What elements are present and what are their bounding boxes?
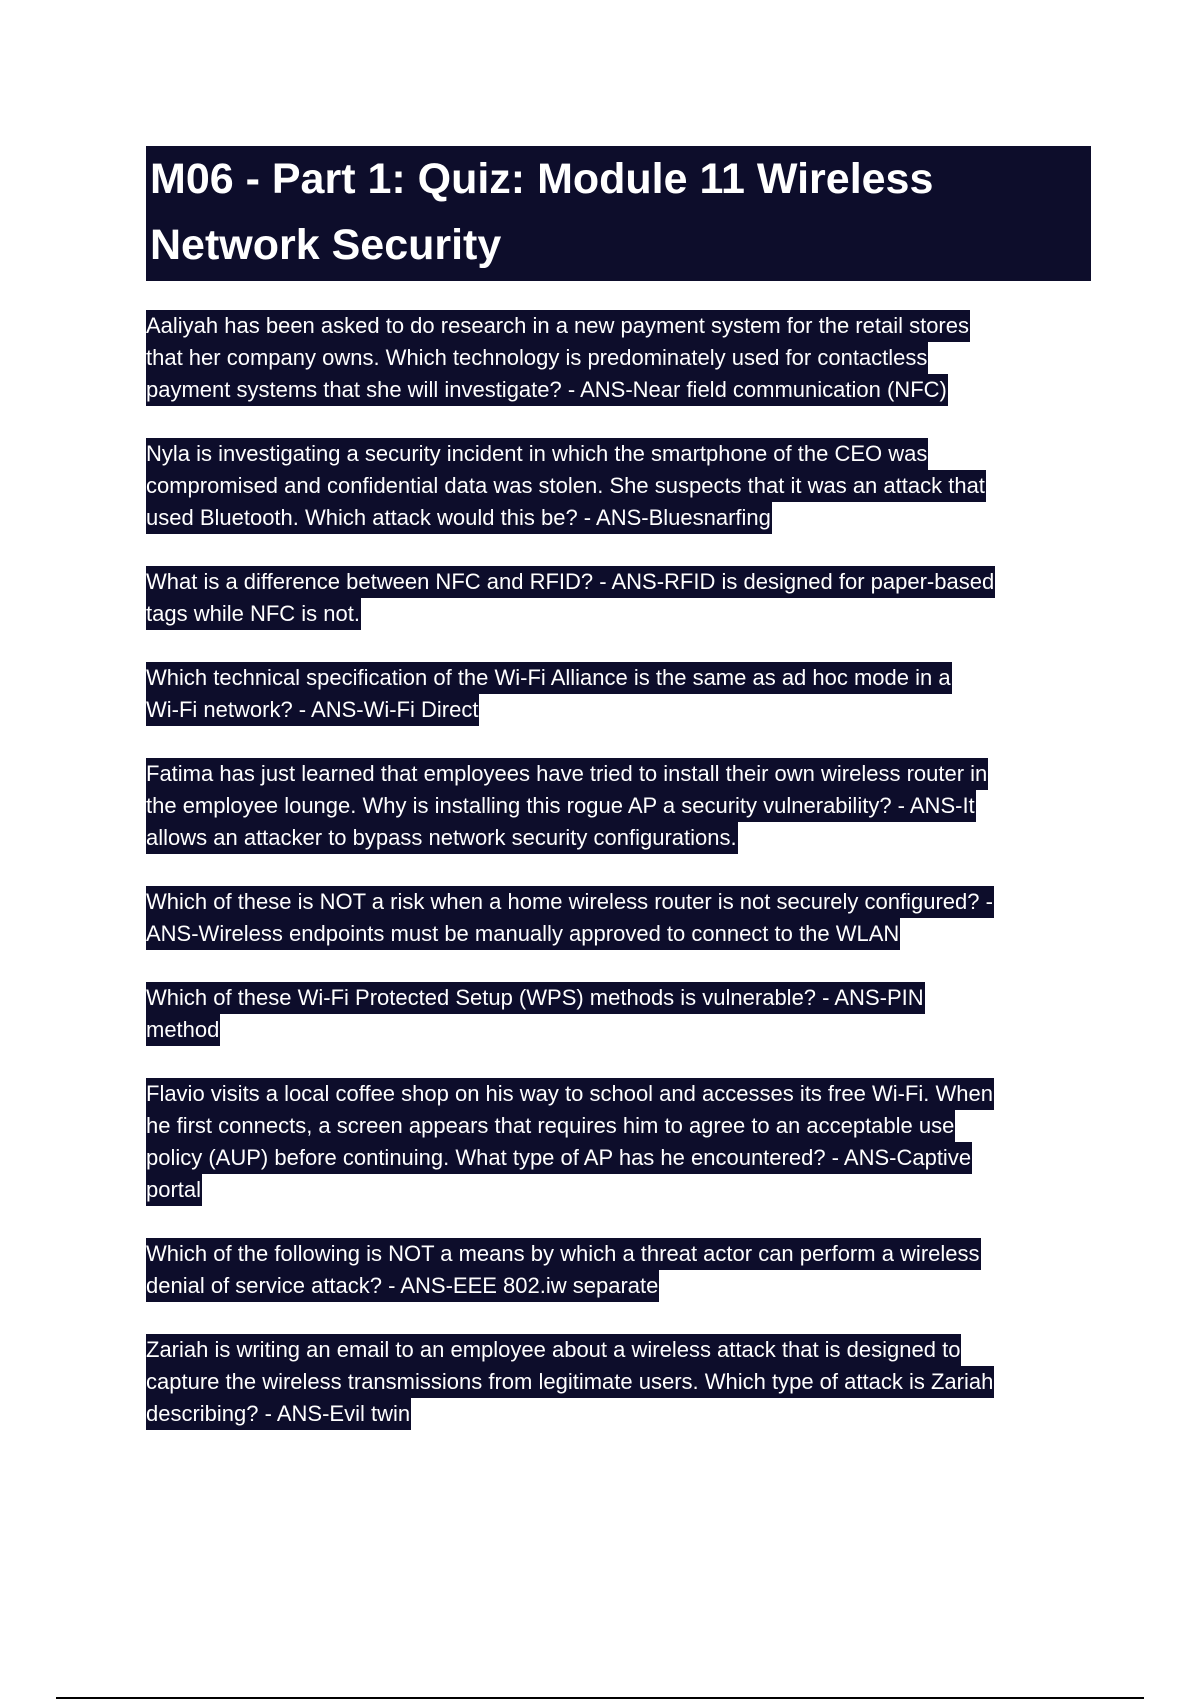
qa-item [146, 758, 1091, 854]
qa-item [146, 1238, 1091, 1302]
qa-line: payment systems that she will investigate? - ANS-Near field communication (NFC) [146, 374, 948, 406]
qa-line: policy (AUP) before continuing. What type of AP has he encountered? - ANS-Captive [146, 1142, 972, 1174]
qa-list [146, 310, 1091, 1462]
qa-item [146, 982, 1091, 1046]
qa-line: Which of the following is NOT a means by which a threat actor can perform a wireless [146, 1238, 981, 1270]
qa-line: Fatima has just learned that employees have tried to install their own wireless router in [146, 758, 988, 790]
qa-line: he first connects, a screen appears that requires him to agree to an acceptable use [146, 1110, 955, 1142]
qa-line: Aaliyah has been asked to do research in a new payment system for the retail stores [146, 310, 970, 342]
qa-line: Wi-Fi network? - ANS-Wi-Fi Direct [146, 694, 479, 726]
qa-item [146, 1334, 1091, 1430]
qa-item [146, 566, 1091, 630]
qa-line: portal [146, 1174, 202, 1206]
qa-item [146, 310, 1091, 406]
qa-line: denial of service attack? - ANS-EEE 802.iw separate [146, 1270, 659, 1302]
qa-line: method [146, 1014, 220, 1046]
title-line: Network Security [150, 221, 502, 269]
qa-line: compromised and confidential data was stolen. She suspects that it was an attack that [146, 470, 986, 502]
qa-line: Which of these is NOT a risk when a home wireless router is not securely configured? - [146, 886, 994, 918]
qa-line: What is a difference between NFC and RFID? - ANS-RFID is designed for paper-based [146, 566, 995, 598]
document-title [146, 146, 1091, 281]
qa-line: Nyla is investigating a security incident in which the smartphone of the CEO was [146, 438, 928, 470]
title-line: M06 - Part 1: Quiz: Module 11 Wireless [150, 155, 934, 203]
qa-item [146, 886, 1091, 950]
qa-line: that her company owns. Which technology is predominately used for contactless [146, 342, 928, 374]
qa-item [146, 662, 1091, 726]
qa-line: Zariah is writing an email to an employee about a wireless attack that is designed to [146, 1334, 961, 1366]
qa-line: Which technical specification of the Wi-Fi Alliance is the same as ad hoc mode in a [146, 662, 952, 694]
qa-line: allows an attacker to bypass network security configurations. [146, 822, 738, 854]
qa-line: used Bluetooth. Which attack would this be? - ANS-Bluesnarfing [146, 502, 772, 534]
qa-line: tags while NFC is not. [146, 598, 361, 630]
qa-line: Flavio visits a local coffee shop on his way to school and accesses its free Wi-Fi. When [146, 1078, 994, 1110]
qa-line: Which of these Wi-Fi Protected Setup (WPS) methods is vulnerable? - ANS-PIN [146, 982, 925, 1014]
qa-line: the employee lounge. Why is installing this rogue AP a security vulnerability? - ANS-It [146, 790, 976, 822]
qa-line: describing? - ANS-Evil twin [146, 1398, 411, 1430]
footer-divider [56, 1697, 1144, 1699]
qa-item [146, 1078, 1091, 1206]
qa-line: ANS-Wireless endpoints must be manually approved to connect to the WLAN [146, 918, 900, 950]
qa-line: capture the wireless transmissions from legitimate users. Which type of attack is Zariah [146, 1366, 994, 1398]
qa-item [146, 438, 1091, 534]
